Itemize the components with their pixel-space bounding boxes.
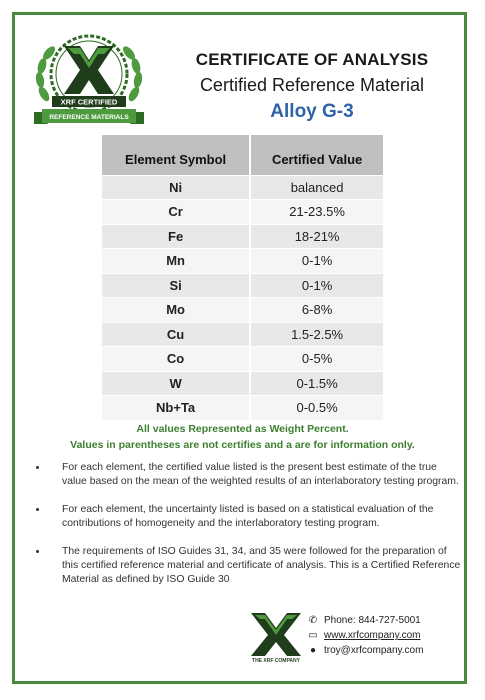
element-symbol: Ni bbox=[102, 175, 250, 200]
phone-icon: ✆ bbox=[308, 615, 318, 626]
computer-icon: ▭ bbox=[308, 630, 318, 641]
column-header-value: Certified Value bbox=[250, 135, 383, 175]
element-symbol: Si bbox=[102, 273, 250, 298]
certified-value: 0-1% bbox=[250, 273, 383, 298]
certified-value: 6-8% bbox=[250, 298, 383, 323]
certified-value: balanced bbox=[250, 175, 383, 200]
contact-info bbox=[306, 613, 423, 658]
certificate-title: CERTIFICATE OF ANALYSIS bbox=[195, 50, 429, 69]
website-row[interactable] bbox=[306, 628, 423, 643]
element-symbol: Mn bbox=[102, 249, 250, 274]
element-symbol: Nb+Ta bbox=[102, 396, 250, 420]
table-row bbox=[102, 224, 383, 249]
phone-row bbox=[306, 613, 423, 628]
website-link[interactable]: www.xrfcompany.com bbox=[324, 630, 421, 641]
note-line-2: Values in parentheses are not certifies and a are for information only. bbox=[70, 439, 415, 451]
list-item: • The requirements of ISO Guides 31, 34, and 35 were followed for the preparation of this certified reference material and certificate of analysis. This is a Certified Reference Material as defined by ISO Guide 30 bbox=[48, 545, 463, 587]
table-row bbox=[102, 371, 383, 396]
element-symbol: Cu bbox=[102, 322, 250, 347]
alloy-name: Alloy G-3 bbox=[270, 101, 354, 122]
xrf-company-logo bbox=[249, 611, 303, 663]
phone-number: Phone: 844-727-5001 bbox=[324, 615, 421, 626]
certified-value: 1.5-2.5% bbox=[250, 322, 383, 347]
table-row bbox=[102, 396, 383, 420]
certified-value: 0-0.5% bbox=[250, 396, 383, 420]
note-line-1: All values Represented as Weight Percent. bbox=[136, 423, 349, 435]
person-icon: ● bbox=[309, 645, 317, 656]
logo-ribbon-text: REFERENCE MATERIALS bbox=[49, 114, 129, 121]
element-symbol: Fe bbox=[102, 224, 250, 249]
table-row bbox=[102, 347, 383, 372]
logo-badge-text: XRF CERTIFIED bbox=[60, 97, 118, 107]
list-item: • For each element, the certified value listed is the present best estimate of the true value based on the mean of the weighted results of an interlaboratory testing program. bbox=[48, 461, 463, 489]
column-header-element: Element Symbol bbox=[102, 135, 250, 175]
certified-value: 18-21% bbox=[250, 224, 383, 249]
element-symbol: Co bbox=[102, 347, 250, 372]
certificate-subtitle: Certified Reference Material bbox=[199, 75, 425, 95]
email-address[interactable]: troy@xrfcompany.com bbox=[324, 645, 424, 656]
table-row bbox=[102, 249, 383, 274]
table-row bbox=[102, 200, 383, 225]
certified-value: 0-1.5% bbox=[250, 371, 383, 396]
certified-values-table bbox=[102, 135, 383, 420]
table-row bbox=[102, 322, 383, 347]
table-row bbox=[102, 298, 383, 323]
list-item: • For each element, the uncertainty listed is based on a statistical evaluation of the contributions of homogeneity and the interlaboratory testing program. bbox=[48, 503, 463, 531]
certified-value: 0-5% bbox=[250, 347, 383, 372]
title-block bbox=[172, 50, 452, 123]
email-row[interactable] bbox=[306, 643, 423, 658]
certificate-statements bbox=[30, 461, 463, 601]
element-symbol: Mo bbox=[102, 298, 250, 323]
table-header-row bbox=[102, 135, 383, 175]
certified-value: 21-23.5% bbox=[250, 200, 383, 225]
certified-value: 0-1% bbox=[250, 249, 383, 274]
element-symbol: Cr bbox=[102, 200, 250, 225]
table-row bbox=[102, 175, 383, 200]
xrf-certified-logo bbox=[30, 28, 148, 132]
footer-company-name: THE XRF COMPANY bbox=[252, 658, 300, 663]
element-symbol: W bbox=[102, 371, 250, 396]
table-row bbox=[102, 273, 383, 298]
weight-percent-notes bbox=[20, 421, 465, 453]
